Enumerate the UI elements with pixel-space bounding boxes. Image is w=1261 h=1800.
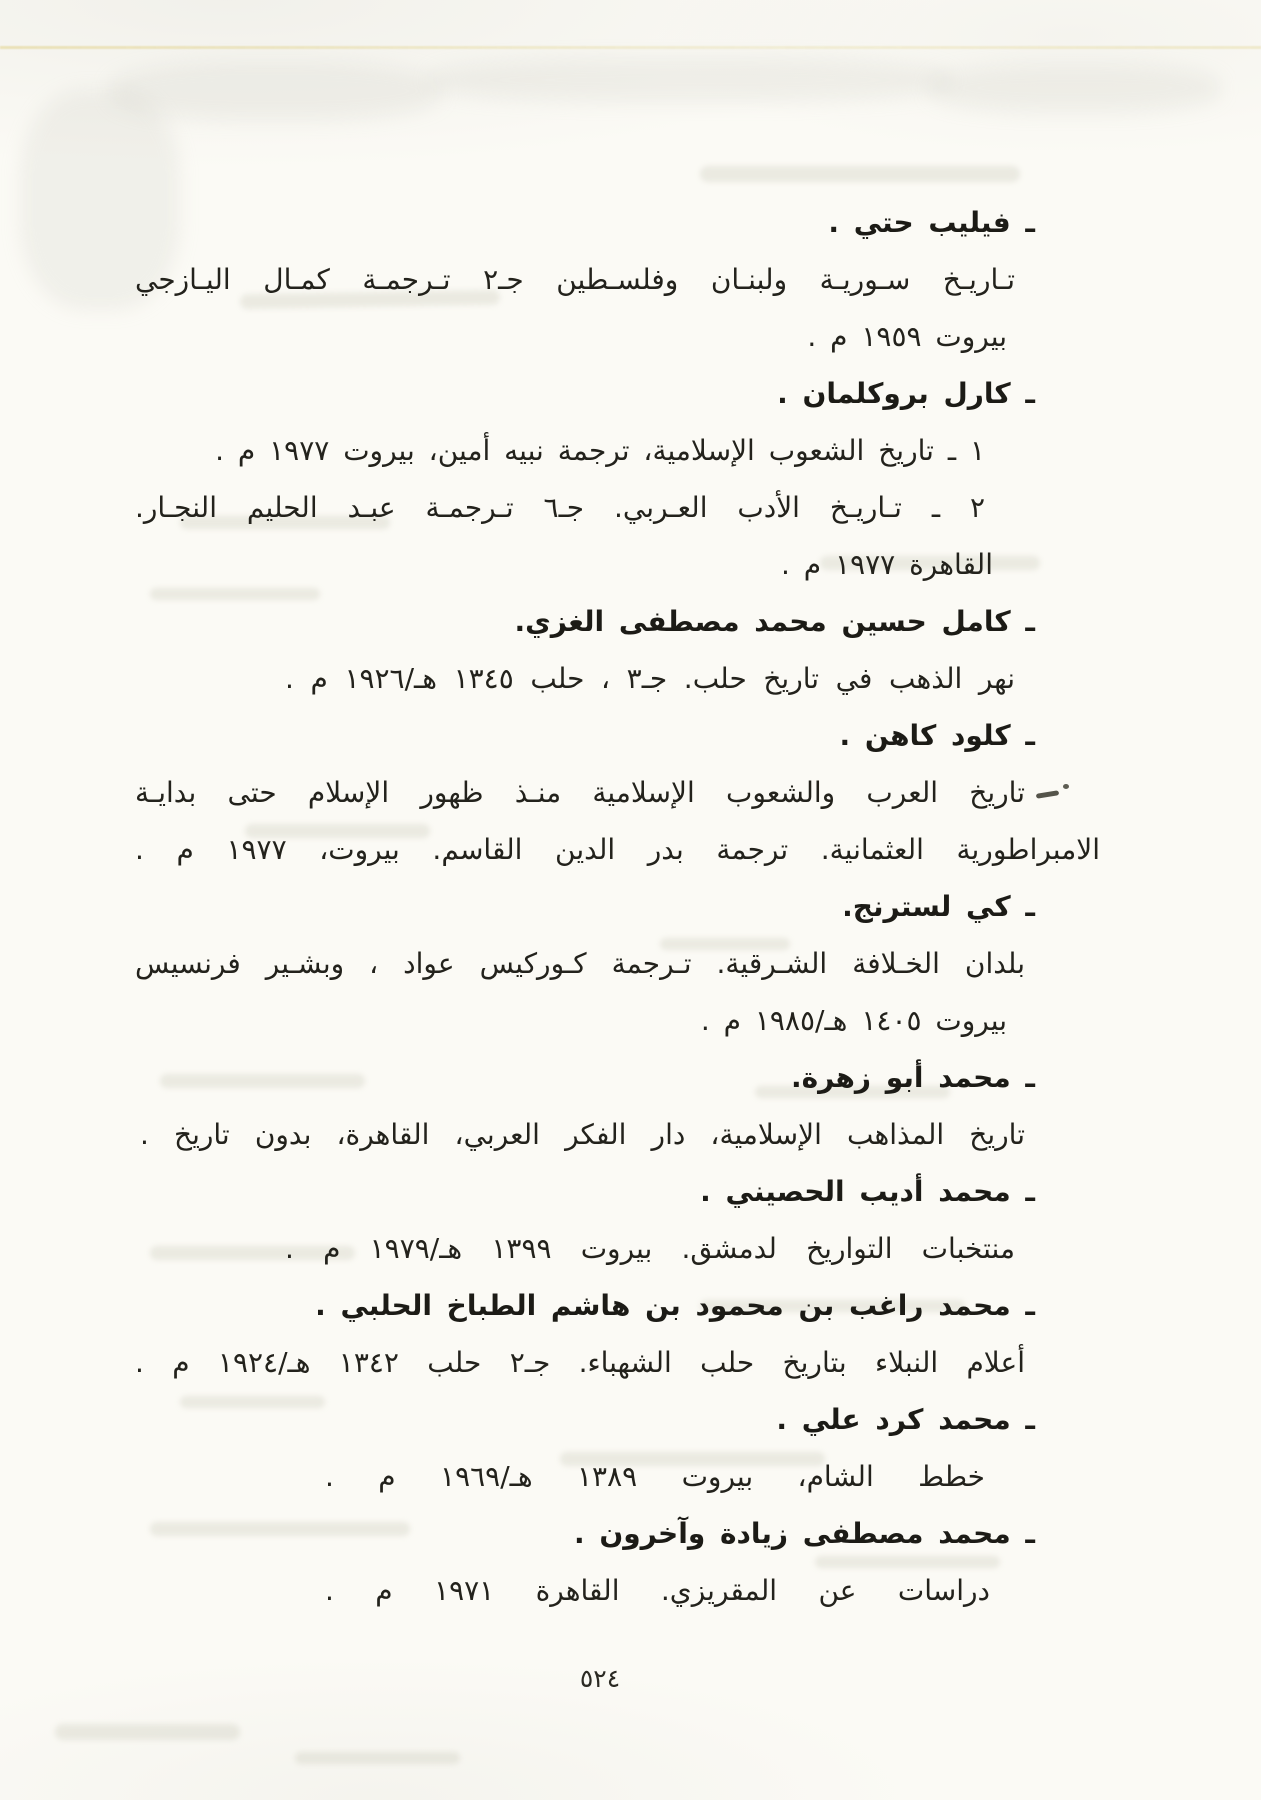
bib-line: نهر الذهب في تاريخ حلب. جـ٣ ، حلب ١٣٤٥ هـ/١٩٢٦ م . xyxy=(285,662,1015,695)
scan-artifact xyxy=(430,58,950,102)
bib-line: تاريخ العرب والشعوب الإسلامية منـذ ظهور الإسلام حتى بدايـة xyxy=(135,776,1025,809)
bib-line: خطط الشام، بيروت ١٣٨٩ هـ/١٩٦٩ م . xyxy=(325,1460,985,1493)
bleedthrough-artifact xyxy=(700,166,1020,182)
bib-author-philip-hitti: ـ فيليب حتي . xyxy=(828,206,1035,239)
bib-line: منتخبات التواريخ لدمشق. بيروت ١٣٩٩ هـ/١٩٧٩ م . xyxy=(285,1232,1015,1265)
bleedthrough-artifact xyxy=(815,1556,1000,1568)
bib-line: أعلام النبلاء بتاريخ حلب الشهباء. جـ٢ حلب ١٣٤٢ هـ/١٩٢٤ م . xyxy=(135,1346,1025,1379)
bib-author-guy-lestrange: ـ كي لسترنج. xyxy=(842,890,1035,923)
bib-line: الامبراطورية العثمانية. ترجمة بدر الدين القاسم. بيروت، ١٩٧٧ م . xyxy=(135,833,1100,866)
bib-author-kamel-ghazzi: ـ كامل حسين محمد مصطفى الغزي. xyxy=(514,605,1035,638)
bleedthrough-artifact xyxy=(55,1724,240,1740)
bib-author-adib-husseini: ـ محمد أديب الحصيني . xyxy=(700,1175,1035,1208)
bib-line: بلدان الخـلافة الشـرقية. تـرجمة كـوركيس عواد ، وبشـير فرنسيس xyxy=(135,947,1025,980)
bib-author-kurd-ali: ـ محمد كرد علي . xyxy=(776,1403,1035,1436)
bib-author-raghib-tabbakh: ـ محمد راغب بن محمود بن هاشم الطباخ الحلبي . xyxy=(315,1289,1035,1322)
bib-line: بيروت ١٤٠٥ هـ/١٩٨٥ م . xyxy=(700,1004,1007,1037)
bib-line: تاريخ المذاهب الإسلامية، دار الفكر العربي، القاهرة، بدون تاريخ . xyxy=(140,1118,1025,1151)
bib-author-mustafa-ziyada: ـ محمد مصطفى زيادة وآخرون . xyxy=(573,1517,1035,1550)
ink-mark xyxy=(1036,790,1059,799)
bleedthrough-artifact xyxy=(150,588,320,600)
page-number: ٥٢٤ xyxy=(579,1664,621,1693)
bib-line: بيروت ١٩٥٩ م . xyxy=(807,320,1007,353)
bleedthrough-artifact xyxy=(150,1522,410,1536)
bib-author-carl-brockelmann: ـ كارل بروكلمان . xyxy=(777,377,1035,410)
bib-author-abu-zahra: ـ محمد أبو زهرة. xyxy=(790,1061,1035,1094)
bleedthrough-artifact xyxy=(180,1396,325,1408)
bleedthrough-artifact xyxy=(295,1752,460,1764)
bib-author-claude-cahen: ـ كلود كاهن . xyxy=(839,719,1035,752)
scan-artifact xyxy=(110,62,440,120)
bleedthrough-artifact xyxy=(160,1074,365,1088)
bib-line: ٢ ـ تـاريـخ الأدب العـربي. جـ٦ تـرجمـة عبـد الحليم النجـار. xyxy=(135,491,985,524)
scan-artifact xyxy=(930,64,1220,112)
bib-line: القاهرة ١٩٧٧ م . xyxy=(781,548,993,581)
ink-mark-dot xyxy=(1063,784,1069,789)
bib-line: تـاريـخ سـوريـة ولبنـان وفلسـطين جـ٢ تـرجمـة كمـال اليـازجي xyxy=(135,263,1015,296)
bib-line: ١ ـ تاريخ الشعوب الإسلامية، ترجمة نبيه أمين، بيروت ١٩٧٧ م . xyxy=(215,434,985,467)
bib-line: دراسات عن المقريزي. القاهرة ١٩٧١ م . xyxy=(325,1574,990,1607)
scan-edge-line xyxy=(0,46,1261,49)
